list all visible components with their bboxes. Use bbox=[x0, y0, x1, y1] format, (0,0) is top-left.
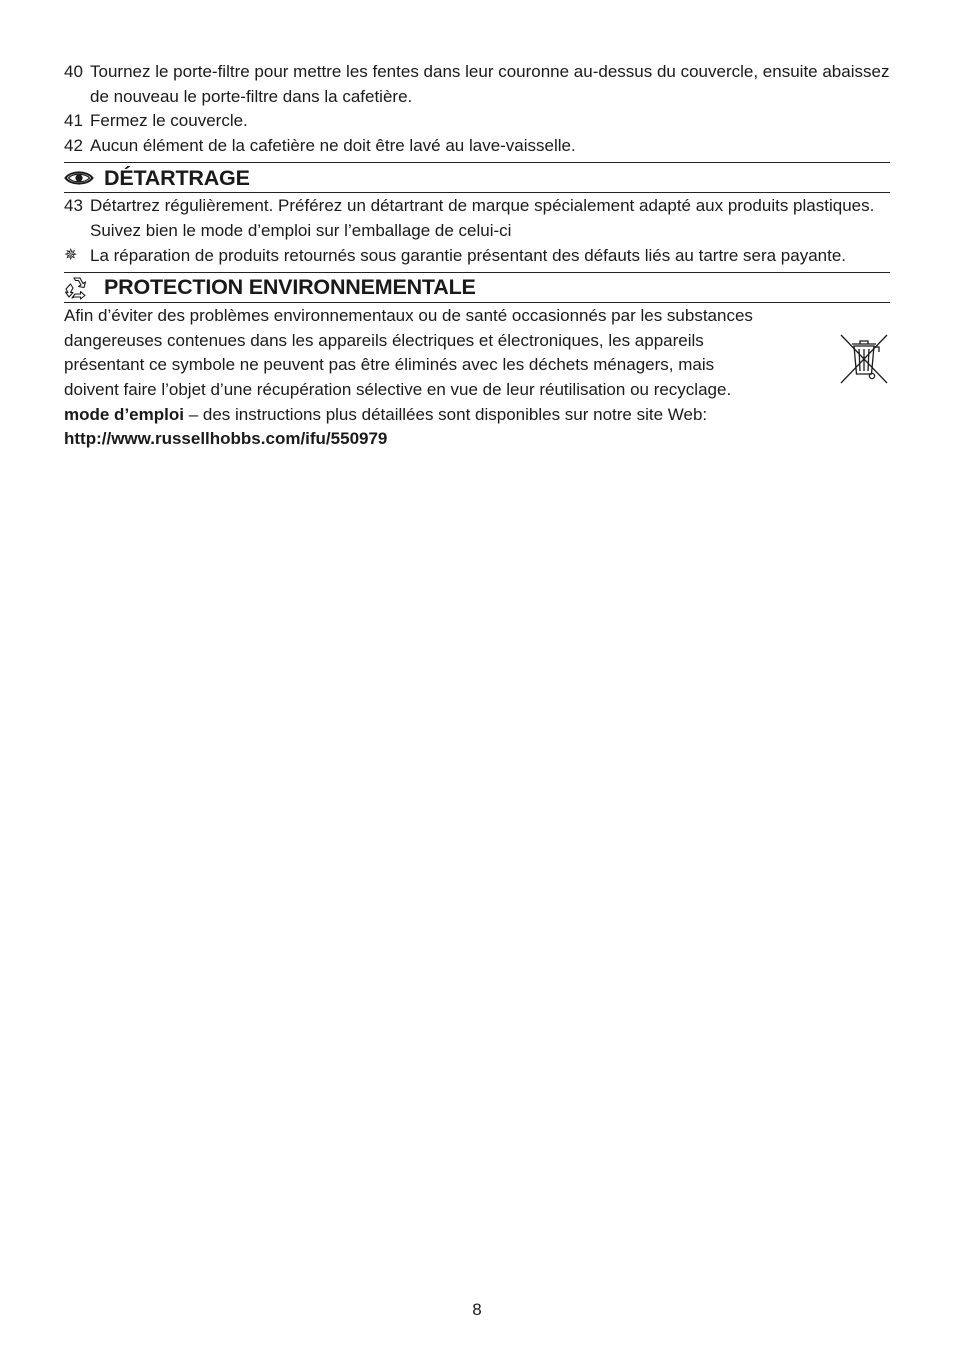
paragraph-line: doivent faire l’objet d’une récupération sélective en vue de leur réutilisation ou recyclage. bbox=[64, 379, 732, 399]
crossed-out-wheelie-bin-icon bbox=[838, 332, 890, 386]
step-text: Aucun élément de la cafetière ne doit être lavé au lave-vaisselle. bbox=[90, 135, 576, 155]
page-number: 8 bbox=[472, 1300, 482, 1319]
section-heading-descaling bbox=[64, 163, 890, 192]
document-page bbox=[64, 60, 890, 452]
warning-text: La réparation de produits retournés sous garantie présentant des défauts liés au tartre sera payante. bbox=[90, 245, 847, 265]
step-text: Tournez le porte-filtre pour mettre les fentes dans leur couronne au-dessus du couvercle, ensuite abaissez de nouveau le porte-filtre dans la cafetière. bbox=[90, 62, 890, 106]
step-number: 41 bbox=[64, 111, 83, 131]
step-42 bbox=[64, 134, 890, 159]
eye-icon bbox=[64, 166, 104, 190]
paragraph-line: dangereuses contenues dans les appareils électriques et électroniques, les appareils bbox=[64, 330, 704, 350]
manual-line bbox=[64, 403, 890, 428]
step-text: Fermez le couvercle. bbox=[90, 111, 248, 131]
section-title: PROTECTION ENVIRONNEMENTALE bbox=[104, 275, 476, 300]
step-text: Détartrez régulièrement. Préférez un détartrant de marque spécialement adapté aux produits plastiques. Suivez bien le mode d’emploi sur l’emballage de celui-ci bbox=[90, 196, 875, 240]
section-heading-environment bbox=[64, 273, 890, 302]
section-divider-bottom bbox=[64, 302, 890, 303]
manual-text: – des instructions plus détaillées sont disponibles sur notre site Web: bbox=[183, 404, 708, 424]
environment-text-block bbox=[64, 304, 890, 452]
paragraph-line: présentant ce symbole ne peuvent pas être éliminés avec les déchets ménagers, mais bbox=[64, 355, 715, 375]
paragraph-line: Afin d’éviter des problèmes environnementaux ou de santé occasionnés par les substances bbox=[64, 306, 753, 326]
step-number: 42 bbox=[64, 135, 83, 155]
website-link[interactable]: http://www.russellhobbs.com/ifu/550979 bbox=[64, 429, 388, 449]
sun-warning-icon: ✵ bbox=[64, 246, 78, 264]
warranty-warning bbox=[64, 244, 890, 269]
step-40 bbox=[64, 60, 890, 109]
manual-label: mode d’emploi bbox=[64, 404, 184, 424]
section-title: DÉTARTRAGE bbox=[104, 165, 250, 190]
step-41 bbox=[64, 109, 890, 134]
step-number: 43 bbox=[64, 196, 83, 216]
recycle-icon bbox=[64, 276, 104, 300]
section-divider-bottom bbox=[64, 192, 890, 193]
step-number: 40 bbox=[64, 62, 83, 81]
step-43 bbox=[64, 194, 890, 243]
